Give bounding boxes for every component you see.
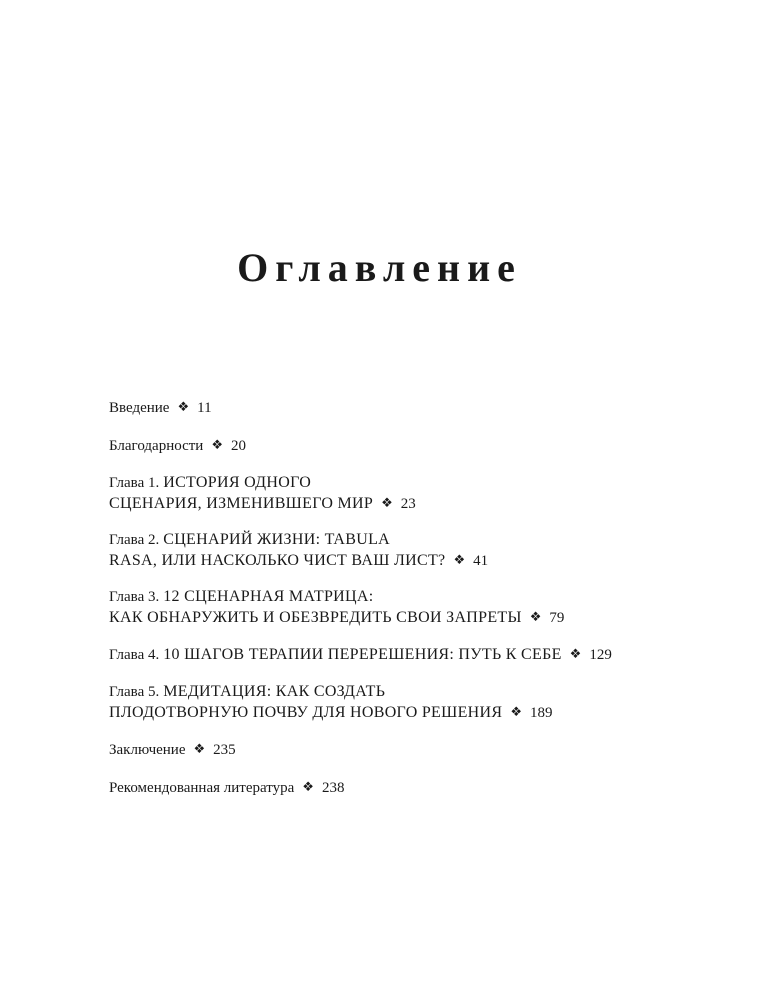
four-petal-diamond-icon: ❖ [569, 646, 582, 661]
toc-line [109, 739, 729, 760]
toc-chapter-label: Глава 3. [109, 589, 160, 605]
toc-chapter-label: Глава 4. [109, 647, 160, 663]
toc-entry-title: Рекомендованная литература [109, 780, 295, 796]
toc-page-number: 11 [197, 400, 212, 416]
toc-line [109, 682, 729, 702]
toc-line [109, 435, 729, 456]
toc-entry-title: Заключение [109, 742, 186, 758]
toc-line [109, 493, 729, 514]
toc-entry-chapter-5[interactable] [109, 682, 729, 723]
toc-entry-recommended-reading[interactable] [109, 777, 729, 798]
toc-chapter-title: ИСТОРИЯ ОДНОГО [163, 474, 312, 491]
four-petal-diamond-icon: ❖ [381, 495, 393, 510]
toc-chapter-label: Глава 1. [109, 475, 160, 491]
four-petal-diamond-icon: ❖ [211, 437, 223, 452]
toc-chapter-title: 12 СЦЕНАРНАЯ МАТРИЦА: [163, 588, 374, 605]
table-of-contents [109, 397, 729, 815]
toc-entry-conclusion[interactable] [109, 739, 729, 760]
toc-chapter-title-cont: СЦЕНАРИЯ, ИЗМЕНИВШЕГО МИР [109, 495, 374, 512]
toc-entry-acknowledgements[interactable] [109, 435, 729, 456]
toc-line [109, 587, 729, 607]
toc-entry-chapter-1[interactable] [109, 473, 729, 514]
toc-page-number: 238 [321, 780, 345, 796]
toc-page-number: 235 [213, 742, 236, 758]
toc-entry-chapter-4[interactable] [109, 644, 729, 665]
toc-chapter-label: Глава 5. [109, 684, 160, 700]
toc-entry-title: Благодарности [109, 438, 204, 454]
toc-chapter-title-cont: КАК ОБНАРУЖИТЬ И ОБЕЗВРЕДИТЬ СВОИ ЗАПРЕТЫ [109, 609, 522, 626]
toc-page-number: 20 [231, 438, 246, 454]
toc-page-number: 79 [549, 610, 565, 626]
toc-line [109, 644, 729, 665]
toc-entry-introduction[interactable] [109, 397, 729, 418]
toc-chapter-title: МЕДИТАЦИЯ: КАК СОЗДАТЬ [163, 683, 386, 700]
four-petal-diamond-icon: ❖ [510, 704, 522, 719]
toc-line [109, 473, 729, 493]
toc-entry-title: Введение [109, 400, 170, 416]
toc-line [109, 777, 729, 798]
page-title: Оглавление [237, 245, 522, 290]
toc-line [109, 397, 729, 418]
four-petal-diamond-icon: ❖ [302, 779, 314, 794]
toc-line [109, 550, 729, 571]
toc-page-number: 41 [473, 553, 489, 569]
toc-chapter-label: Глава 2. [109, 532, 160, 548]
toc-page-number: 23 [400, 496, 416, 512]
toc-line [109, 530, 729, 550]
four-petal-diamond-icon: ❖ [177, 399, 190, 414]
toc-chapter-title: СЦЕНАРИЙ ЖИЗНИ: TABULA [163, 531, 391, 548]
toc-page-number: 129 [589, 647, 612, 663]
toc-entry-chapter-2[interactable] [109, 530, 729, 571]
toc-chapter-title-cont: ПЛОДОТВОРНУЮ ПОЧВУ ДЛЯ НОВОГО РЕШЕНИЯ [109, 704, 503, 721]
toc-entry-chapter-3[interactable] [109, 587, 729, 628]
toc-chapter-title-cont: RASA, ИЛИ НАСКОЛЬКО ЧИСТ ВАШ ЛИСТ? [109, 552, 446, 569]
four-petal-diamond-icon: ❖ [193, 741, 206, 756]
toc-page-number: 189 [529, 705, 553, 721]
four-petal-diamond-icon: ❖ [453, 552, 466, 567]
toc-chapter-title: 10 ШАГОВ ТЕРАПИИ ПЕРЕРЕШЕНИЯ: ПУТЬ К СЕБЕ [163, 646, 562, 663]
toc-line [109, 702, 729, 723]
toc-line [109, 607, 729, 628]
four-petal-diamond-icon: ❖ [529, 609, 542, 624]
